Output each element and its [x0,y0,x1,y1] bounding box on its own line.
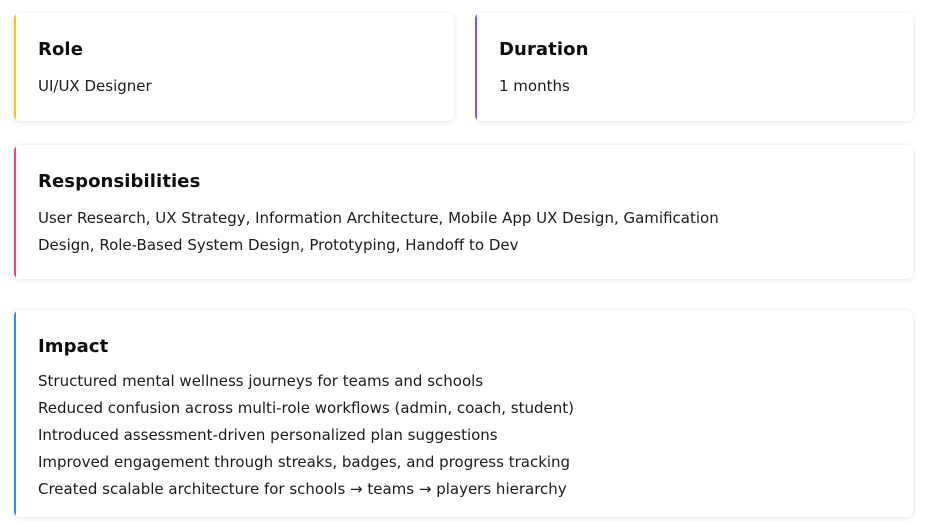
responsibilities-value: User Research, UX Strategy, Information Architecture, Mobile App UX Design, Gamification Design, Role-Based System Design, Prototyping, Handoff to Dev [38,209,719,254]
role-card [14,13,454,121]
responsibilities-card [14,145,913,279]
responsibilities-title: Responsibilities [38,171,201,192]
duration-value: 1 months [499,77,570,95]
impact-list [38,368,889,503]
duration-title: Duration [499,39,589,60]
impact-item: Introduced assessment-driven personalized plan suggestions [38,426,498,444]
impact-item: Structured mental wellness journeys for teams and schools [38,372,484,390]
role-title: Role [38,39,84,60]
role-value: UI/UX Designer [38,77,152,95]
impact-item: Improved engagement through streaks, badges, and progress tracking [38,453,571,471]
impact-item: Reduced confusion across multi-role workflows (admin, coach, student) [38,399,574,417]
impact-card [14,310,913,517]
duration-card [475,13,913,121]
impact-item: Created scalable architecture for schools → teams → players hierarchy [38,480,567,498]
impact-title: Impact [38,336,109,357]
